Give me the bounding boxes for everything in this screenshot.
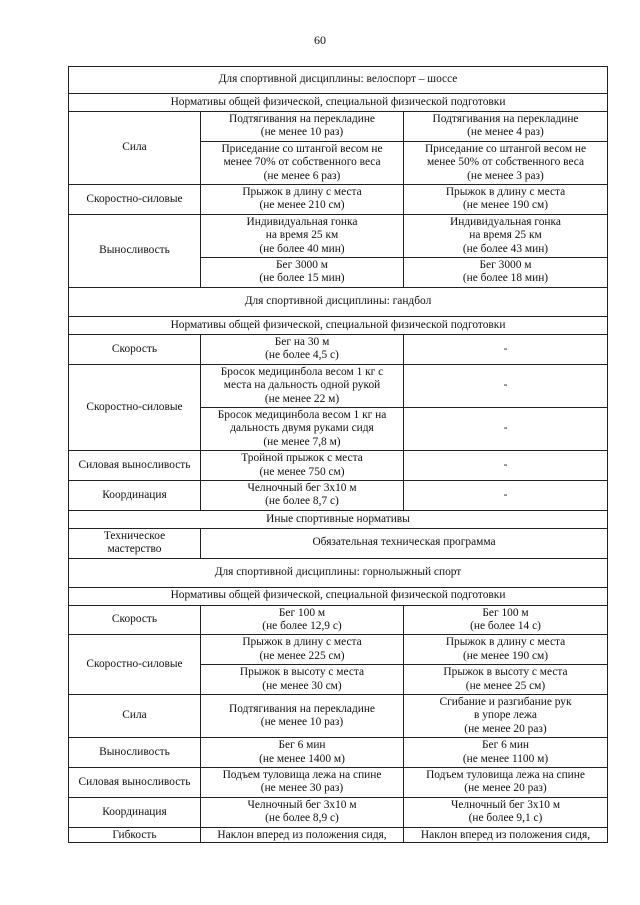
quality-cell: Силовая выносливость [69,451,201,481]
page-number: 60 [314,33,326,47]
male-norm-cell: Индивидуальная гонка на время 25 км (не более 40 мин) [201,214,404,257]
female-norm-cell: Индивидуальная гонка на время 25 км (не более 43 мин) [404,214,608,257]
female-norm-cell: - [404,407,608,450]
female-norm-cell: Бег 3000 м (не более 18 мин) [404,258,608,288]
female-norm-cell: Сгибание и разгибание рук в упоре лежа (не менее 20 раз) [404,695,608,738]
section-subtitle: Нормативы общей физической, специальной физической подготовки [69,587,608,605]
male-norm-cell: Челночный бег 3х10 м (не более 8,7 с) [201,480,404,510]
female-norm-cell: Челночный бег 3х10 м (не более 9,1 с) [404,797,608,827]
male-norm-cell: Челночный бег 3х10 м (не более 8,9 с) [201,797,404,827]
section-title: Для спортивной дисциплины: горнолыжный спорт [69,558,608,587]
standards-table [68,66,608,843]
quality-cell: Скоростно-силовые [69,364,201,450]
quality-cell: Скорость [69,334,201,364]
female-norm-cell: Подтягивания на перекладине (не менее 4 раз) [404,112,608,142]
quality-cell: Сила [69,112,201,185]
section-title: Для спортивной дисциплины: гандбол [69,287,608,316]
quality-cell: Выносливость [69,738,201,768]
female-norm-cell: - [404,364,608,407]
male-norm-cell: Прыжок в высоту с места (не менее 30 см) [201,665,404,695]
section-title: Для спортивной дисциплины: велоспорт – шоссе [69,67,608,94]
female-norm-cell: Бег 100 м (не более 14 с) [404,605,608,635]
male-norm-cell: Прыжок в длину с места (не менее 210 см) [201,185,404,215]
section-subtitle: Нормативы общей физической, специальной физической подготовки [69,316,608,334]
quality-cell: Выносливость [69,214,201,287]
male-norm-cell: Бег 100 м (не более 12,9 с) [201,605,404,635]
female-norm-cell: Приседание со штангой весом не менее 50% от собственного веса (не менее 3 раз) [404,141,608,184]
male-norm-cell: Наклон вперед из положения сидя, [201,827,404,842]
quality-cell: Гибкость [69,827,201,842]
quality-cell: Координация [69,480,201,510]
male-norm-cell: Бег на 30 м (не более 4,5 с) [201,334,404,364]
male-norm-cell: Бросок медицинбола весом 1 кг с места на дальность одной рукой (не менее 22 м) [201,364,404,407]
quality-cell: Скоростно-силовые [69,635,201,695]
female-norm-cell: Прыжок в высоту с места (не менее 25 см) [404,665,608,695]
male-norm-cell: Бег 6 мин (не менее 1400 м) [201,738,404,768]
technical-program-cell: Обязательная техническая программа [201,528,608,558]
female-norm-cell: Подъем туловища лежа на спине (не менее 20 раз) [404,768,608,798]
female-norm-cell: - [404,334,608,364]
female-norm-cell: Наклон вперед из положения сидя, [404,827,608,842]
male-norm-cell: Бег 3000 м (не более 15 мин) [201,258,404,288]
quality-cell: Техническое мастерство [69,528,201,558]
quality-cell: Скорость [69,605,201,635]
other-standards-title: Иные спортивные нормативы [69,510,608,528]
female-norm-cell: - [404,480,608,510]
section-subtitle: Нормативы общей физической, специальной физической подготовки [69,94,608,112]
female-norm-cell: Прыжок в длину с места (не менее 190 см) [404,185,608,215]
female-norm-cell: Бег 6 мин (не менее 1100 м) [404,738,608,768]
quality-cell: Скоростно-силовые [69,185,201,215]
male-norm-cell: Подтягивания на перекладине (не менее 10 раз) [201,112,404,142]
quality-cell: Сила [69,695,201,738]
male-norm-cell: Прыжок в длину с места (не менее 225 см) [201,635,404,665]
female-norm-cell: Прыжок в длину с места (не менее 190 см) [404,635,608,665]
female-norm-cell: - [404,451,608,481]
male-norm-cell: Бросок медицинбола весом 1 кг на дальность двумя руками сидя (не менее 7,8 м) [201,407,404,450]
quality-cell: Силовая выносливость [69,768,201,798]
quality-cell: Координация [69,797,201,827]
male-norm-cell: Подъем туловища лежа на спине (не менее 30 раз) [201,768,404,798]
male-norm-cell: Приседание со штангой весом не менее 70% от собственного веса (не менее 6 раз) [201,141,404,184]
male-norm-cell: Тройной прыжок с места (не менее 750 см) [201,451,404,481]
male-norm-cell: Подтягивания на перекладине (не менее 10 раз) [201,695,404,738]
